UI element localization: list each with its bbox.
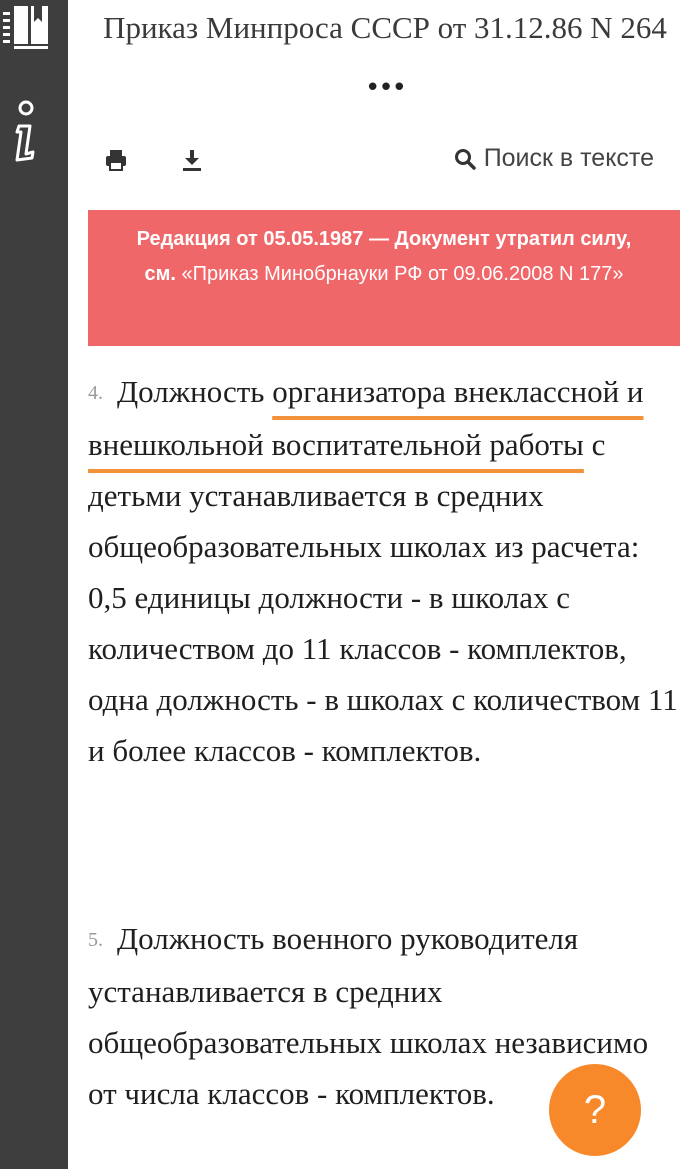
status-banner	[88, 210, 680, 346]
info-icon[interactable]	[0, 100, 52, 164]
sidebar	[0, 0, 68, 1169]
banner-status-text: Редакция от 05.05.1987 — Документ утратил силу, см.	[136, 228, 632, 285]
article-number: 5.	[88, 929, 103, 951]
book-bookmark-icon[interactable]	[0, 2, 52, 50]
banner-link[interactable]: «Приказ Минобрнауки РФ от 09.06.2008 N 177»	[181, 263, 624, 285]
search-label: Поиск в тексте	[483, 144, 654, 172]
more-menu-button[interactable]: •••	[364, 73, 405, 103]
highlighted-text: организатора внеклассной и внешкольной воспитательной работы	[88, 374, 644, 462]
article-4	[88, 366, 678, 776]
page-title: Приказ Минпроса СССР от 31.12.86 N 264	[103, 10, 667, 45]
help-button[interactable]: ?	[549, 1064, 641, 1156]
article-number: 4.	[88, 382, 103, 404]
article-text-end: с детьми устанавливается в средних общеобразовательных школах из расчета: 0,5 единицы должности - в школах с количеством до 11 классов - комплектов, одна должность - в школах с количеством 11 и более классов - комплектов.	[88, 427, 678, 768]
download-icon[interactable]	[178, 146, 206, 174]
search-in-text-button[interactable]	[454, 144, 654, 173]
search-icon	[454, 148, 476, 170]
article-text: Должность военного руководителя устанавливается в средних общеобразовательных школах независимо от числа классов - комплектов.	[88, 921, 649, 1111]
article-text-start: Должность	[117, 374, 273, 409]
print-icon[interactable]	[102, 146, 130, 174]
toolbar	[100, 140, 660, 180]
